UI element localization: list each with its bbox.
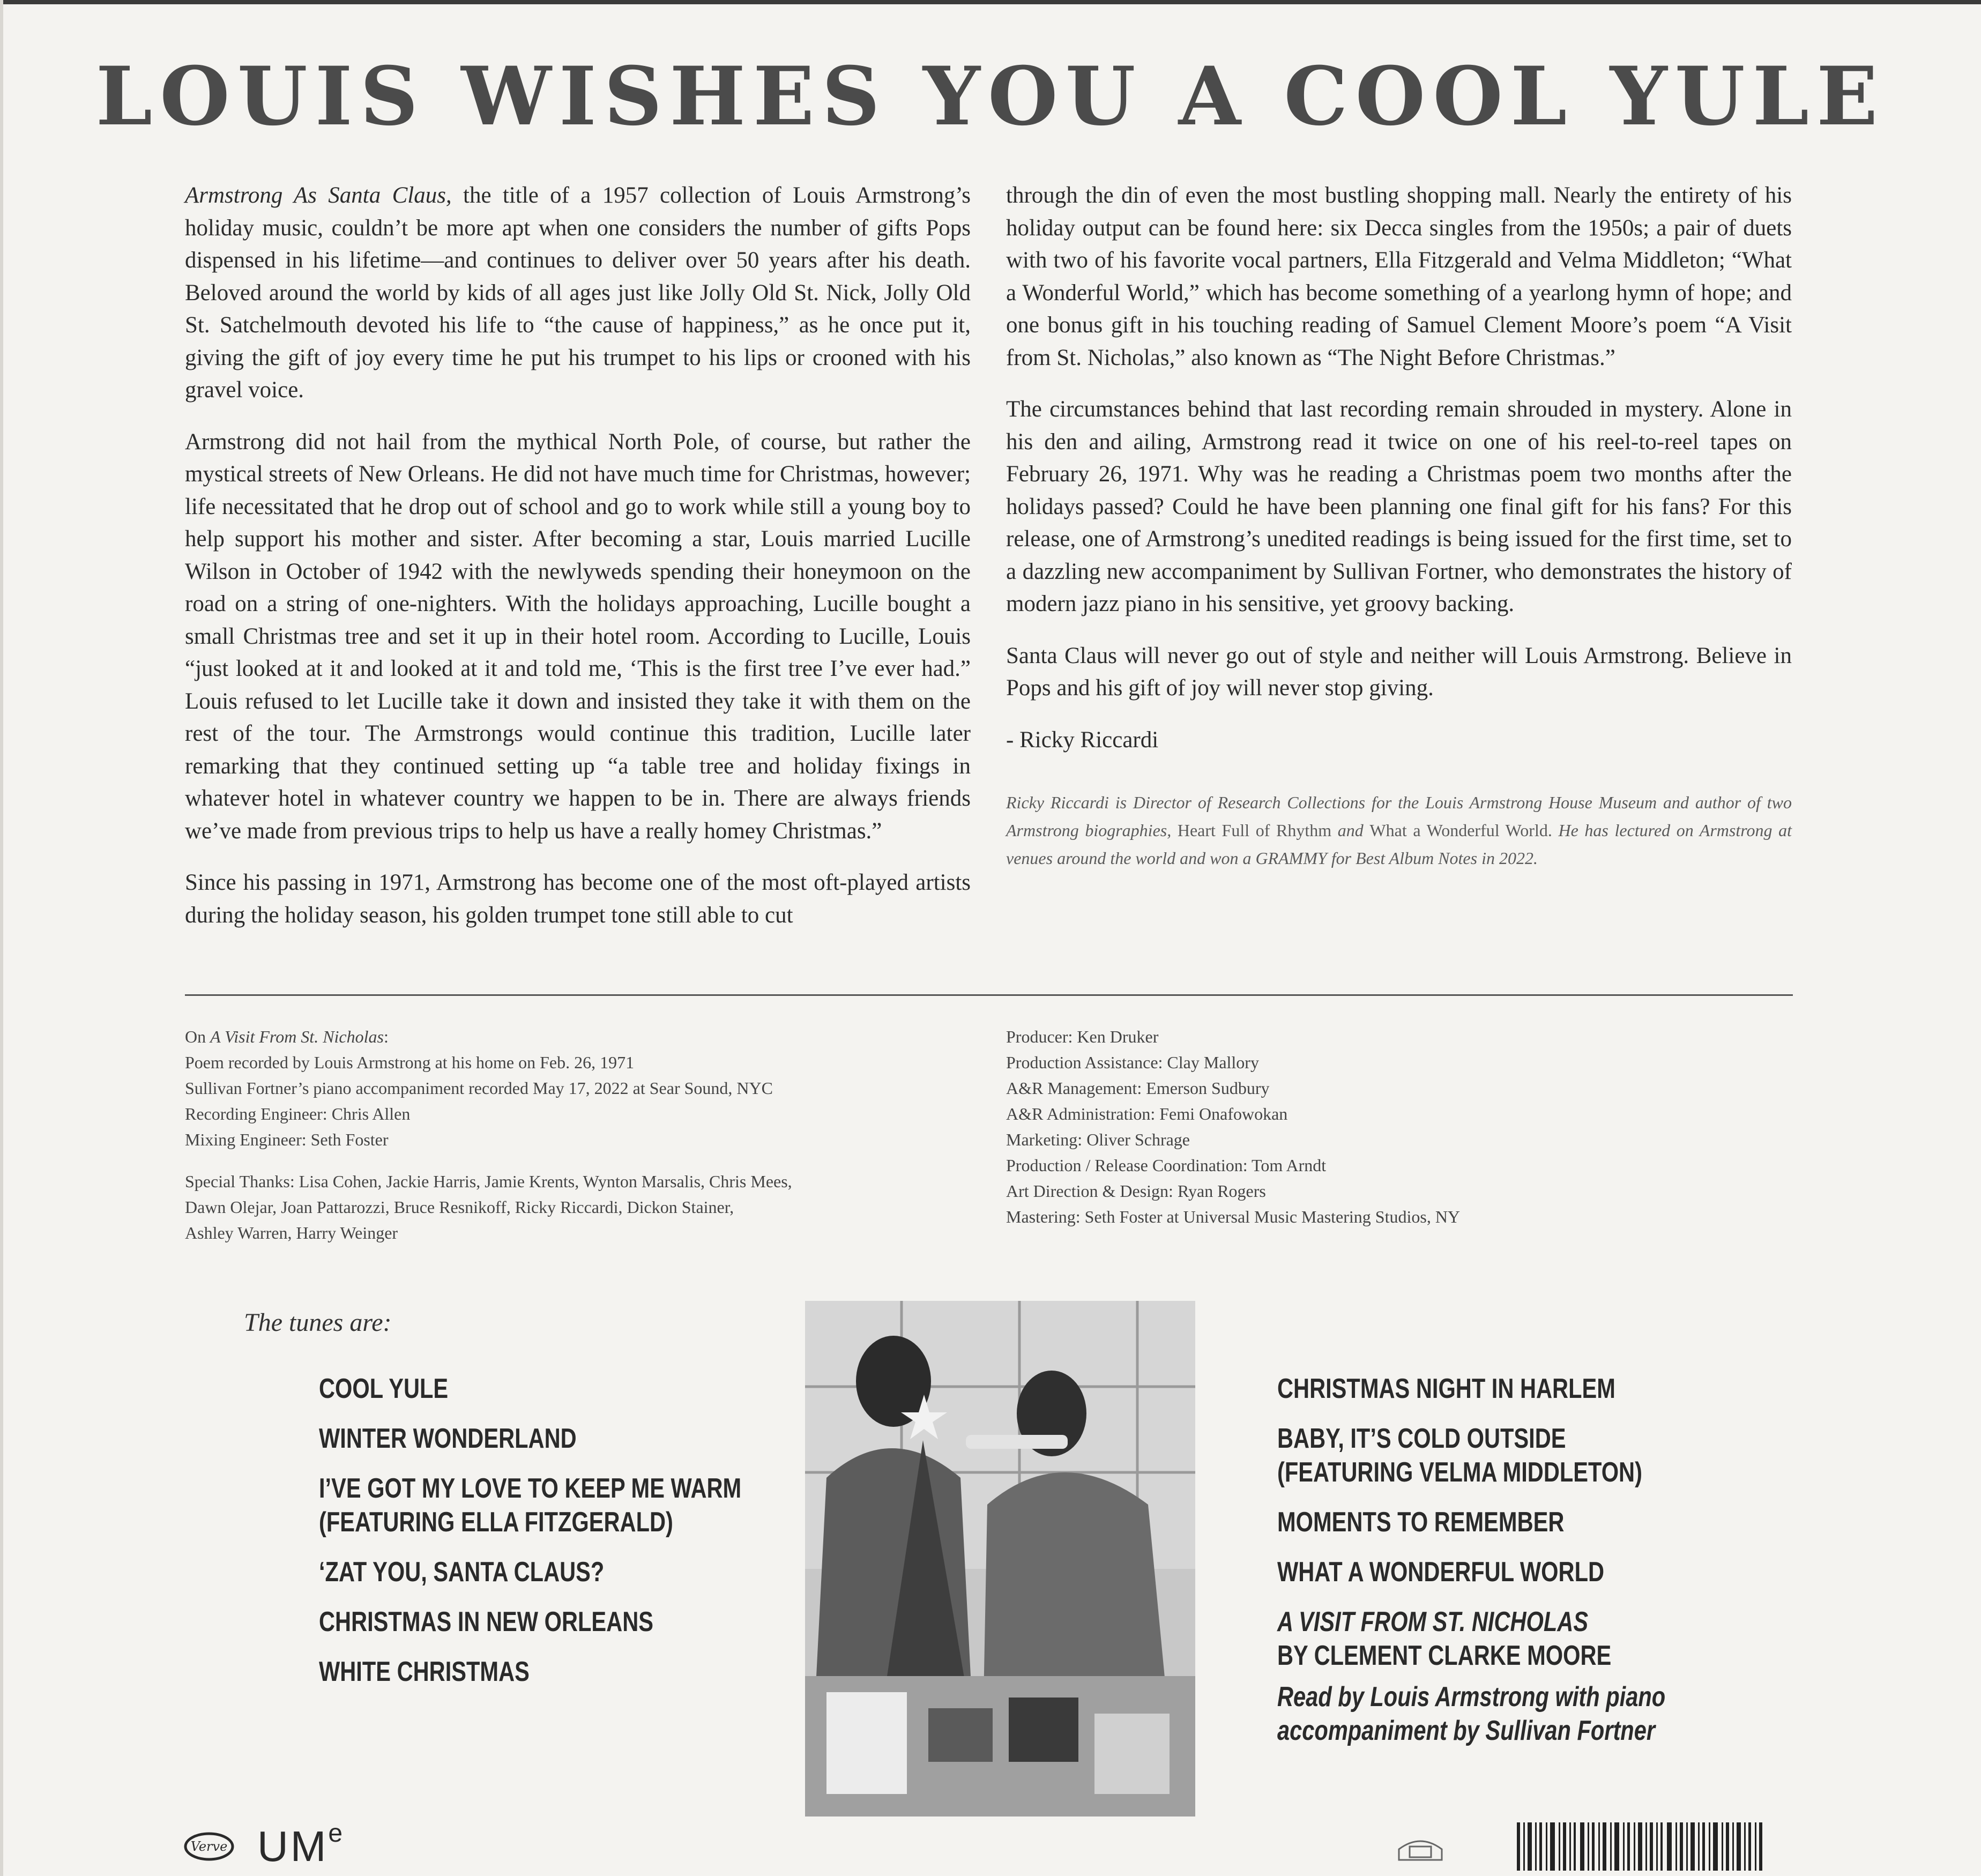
track-item [319,1372,833,1406]
credit-line: Poem recorded by Louis Armstrong at his home on Feb. 26, 1971 [185,1053,635,1072]
track-title: WINTER WONDERLAND [319,1423,577,1454]
track-featuring: (FEATURING ELLA FITZGERALD) [319,1507,673,1538]
track-author: BY CLEMENT CLARKE MOORE [1277,1640,1612,1671]
special-thanks-line: Special Thanks: Lisa Cohen, Jackie Harris, Jamie Krents, Wynton Marsalis, Chris Mees, [185,1172,792,1191]
essay-paragraph-6: Santa Claus will never go out of style and neither will Louis Armstrong. Believe in Pops and his gift of joy will never stop giving. [1006,643,1792,701]
credit-line: Marketing: Oliver Schrage [1006,1130,1190,1149]
album-title-reference: Armstrong As Santa Claus, [185,183,452,208]
louis-and-lucille-photo [805,1301,1195,1817]
author-signature: - Ricky Riccardi [1006,727,1159,753]
bio-text-2: He has lectured on Armstrong at venues around the world and won a GRAMMY for Best Album Notes in 2022. [1006,821,1792,868]
track-title: COOL YULE [319,1373,449,1404]
recording-credits [185,1024,962,1246]
essay-paragraph-5: The circumstances behind that last recording remain shrouded in mystery. Alone in his den and ailing, Armstrong read it twice on one of his reel-to-reel tapes on February 26, 1971. Why was he reading a Christmas poem two months after the holidays passed? Could he have been planning one final gift for his fans? For this release, one of Armstrong’s unedited readings is being issued for the first time, set to a dazzling new accompaniment by Sullivan Fortner, who demonstrates the history of modern jazz piano in his sensitive, yet groovy backing. [1006,397,1792,616]
track-featuring: (FEATURING VELMA MIDDLETON) [1277,1457,1642,1488]
track-note-line: accompaniment by Sullivan Fortner [1277,1715,1656,1746]
credit-line: Mastering: Seth Foster at Universal Music Mastering Studios, NY [1006,1207,1461,1226]
track-title: WHAT A WONDERFUL WORLD [1277,1557,1605,1588]
track-note [1277,1680,1792,1748]
special-thanks-line: Dawn Olejar, Joan Pattarozzi, Bruce Resnikoff, Ricky Riccardi, Dickon Stainer, [185,1197,734,1217]
credit-line: Art Direction & Design: Ryan Rogers [1006,1181,1266,1201]
credit-line: A&R Administration: Femi Onafowokan [1006,1104,1288,1123]
track-item [319,1555,833,1589]
credits-gap [185,1152,962,1168]
credit-line: Producer: Ken Druker [1006,1027,1159,1046]
photo-illustration [805,1301,1195,1817]
production-credits [1006,1024,1783,1230]
essay-right-column [1006,180,1792,872]
essay-left-column [185,180,971,951]
track-item [1277,1422,1792,1490]
credit-line: Sullivan Fortner’s piano accompaniment recorded May 17, 2022 at Sear Sound, NYC [185,1078,773,1098]
author-bio [1006,788,1792,872]
section-divider [185,994,1793,996]
credit-line: Production Assistance: Clay Mallory [1006,1053,1259,1072]
top-edge-rule [0,0,1981,4]
track-title: I’VE GOT MY LOVE TO KEEP ME WARM [319,1473,742,1504]
ume-logo-sup: e [328,1819,345,1848]
track-note-line: Read by Louis Armstrong with piano [1277,1681,1666,1713]
seal-icon [1394,1830,1447,1863]
tracklist-heading: The tunes are: [244,1308,392,1337]
essay-paragraph-1 [185,180,971,407]
track-title: A VISIT FROM ST. NICHOLAS [1277,1606,1589,1637]
track-item [1277,1555,1792,1589]
essay-paragraph-2: Armstrong did not hail from the mythical North Pole, of course, but rather the mystical streets of New Orleans. He did not have much time for Christmas, however; life necessitated that he drop out of school and go to work while still a young boy to help support his mother and sister. After becoming a star, Louis married Lucille Wilson in October of 1942 with the newlyweds spending their honeymoon on the road on a string of one-nighters. With the holidays approaching, Lucille bought a small Christmas tree and set it up in their hotel room. According to Lucille, Louis “just looked at it and looked at it and told me, ‘This is the first tree I’ve ever had.” Louis refused to let Lucille take it down and insisted they take it with them on the rest of the tour. The Armstrongs would continue this tradition, Lucille later remarking that they continued setting up “a table tree and holiday fixings in whatever hotel in whatever country we happen to be in. There are always friends we’ve made from previous trips to help us have a really homey Christmas.” [185,429,971,844]
credits-heading-title: A Visit From St. Nicholas [210,1027,384,1046]
tracklist-left [319,1372,833,1705]
credit-line: Recording Engineer: Chris Allen [185,1104,411,1123]
essay-paragraph-3: Since his passing in 1971, Armstrong has become one of the most oft-played artists during the holiday season, his golden trumpet tone still able to cut [185,870,971,928]
sleeve-edge [0,0,3,1876]
bio-and: and [1331,821,1370,840]
credit-line: A&R Management: Emerson Sudbury [1006,1078,1270,1098]
verve-logo [182,1830,236,1863]
credits-heading-suffix: : [383,1027,389,1046]
bio-book-1: Heart Full of Rhythm [1177,821,1332,840]
page-title: LOUIS WISHES YOU A COOL YULE [95,49,1886,144]
credit-line: Production / Release Coordination: Tom Arndt [1006,1156,1327,1175]
track-item [319,1655,833,1689]
track-title: CHRISTMAS NIGHT IN HARLEM [1277,1373,1615,1404]
barcode-icon [1517,1822,1763,1871]
tracklist-right [1277,1372,1792,1748]
verve-logo-text: Verve [190,1839,228,1854]
track-item [319,1472,833,1539]
credits-heading-prefix: On [185,1027,211,1046]
ume-logo [257,1819,345,1871]
ume-logo-main: UM [257,1822,329,1870]
track-title: CHRISTMAS IN NEW ORLEANS [319,1606,653,1637]
track-item [319,1422,833,1456]
track-item [1277,1372,1792,1406]
bio-book-2: What a Wonderful World. [1369,821,1552,840]
track-title: ‘ZAT YOU, SANTA CLAUS? [319,1557,605,1588]
credit-line: Mixing Engineer: Seth Foster [185,1130,389,1149]
essay-paragraph-4: through the din of even the most bustling shopping mall. Nearly the entirety of his holiday output can be found here: six Decca singles from the 1950s; a pair of duets with two of his favorite vocal partners, Ella Fitzgerald and Velma Middleton; “What a Wonderful World,” which has become something of a yearlong hymn of hope; and one bonus gift in his touching reading of Samuel Clement Moore’s poem “A Visit from St. Nicholas,” also known as “The Night Before Christmas.” [1006,183,1792,370]
label-logos [182,1819,345,1870]
track-title: BABY, IT’S COLD OUTSIDE [1277,1423,1566,1454]
track-item [319,1605,833,1639]
special-thanks-line: Ashley Warren, Harry Weinger [185,1223,398,1242]
credits-heading [185,1024,962,1049]
essay-paragraph-1-text: the title of a 1957 collection of Louis Armstrong’s holiday music, couldn’t be more apt when one considers the number of gifts Pops dispensed in his lifetime—and continues to deliver over 50 years after his death. Beloved around the world by kids of all ages just like Jolly Old St. Nick, Jolly Old St. Satchelmouth devoted his life to “the cause of happiness,” as he once put it, giving the gift of joy every time he put his trumpet to his lips or crooned with his gravel voice. [185,183,971,403]
track-title: WHITE CHRISTMAS [319,1656,530,1687]
track-title: MOMENTS TO REMEMBER [1277,1507,1565,1538]
track-item [1277,1605,1792,1673]
bio-text-1: Ricky Riccardi is Director of Research Collections for the Louis Armstrong House Museum and author of two Armstrong biographies, [1006,793,1792,840]
track-item [1277,1506,1792,1539]
